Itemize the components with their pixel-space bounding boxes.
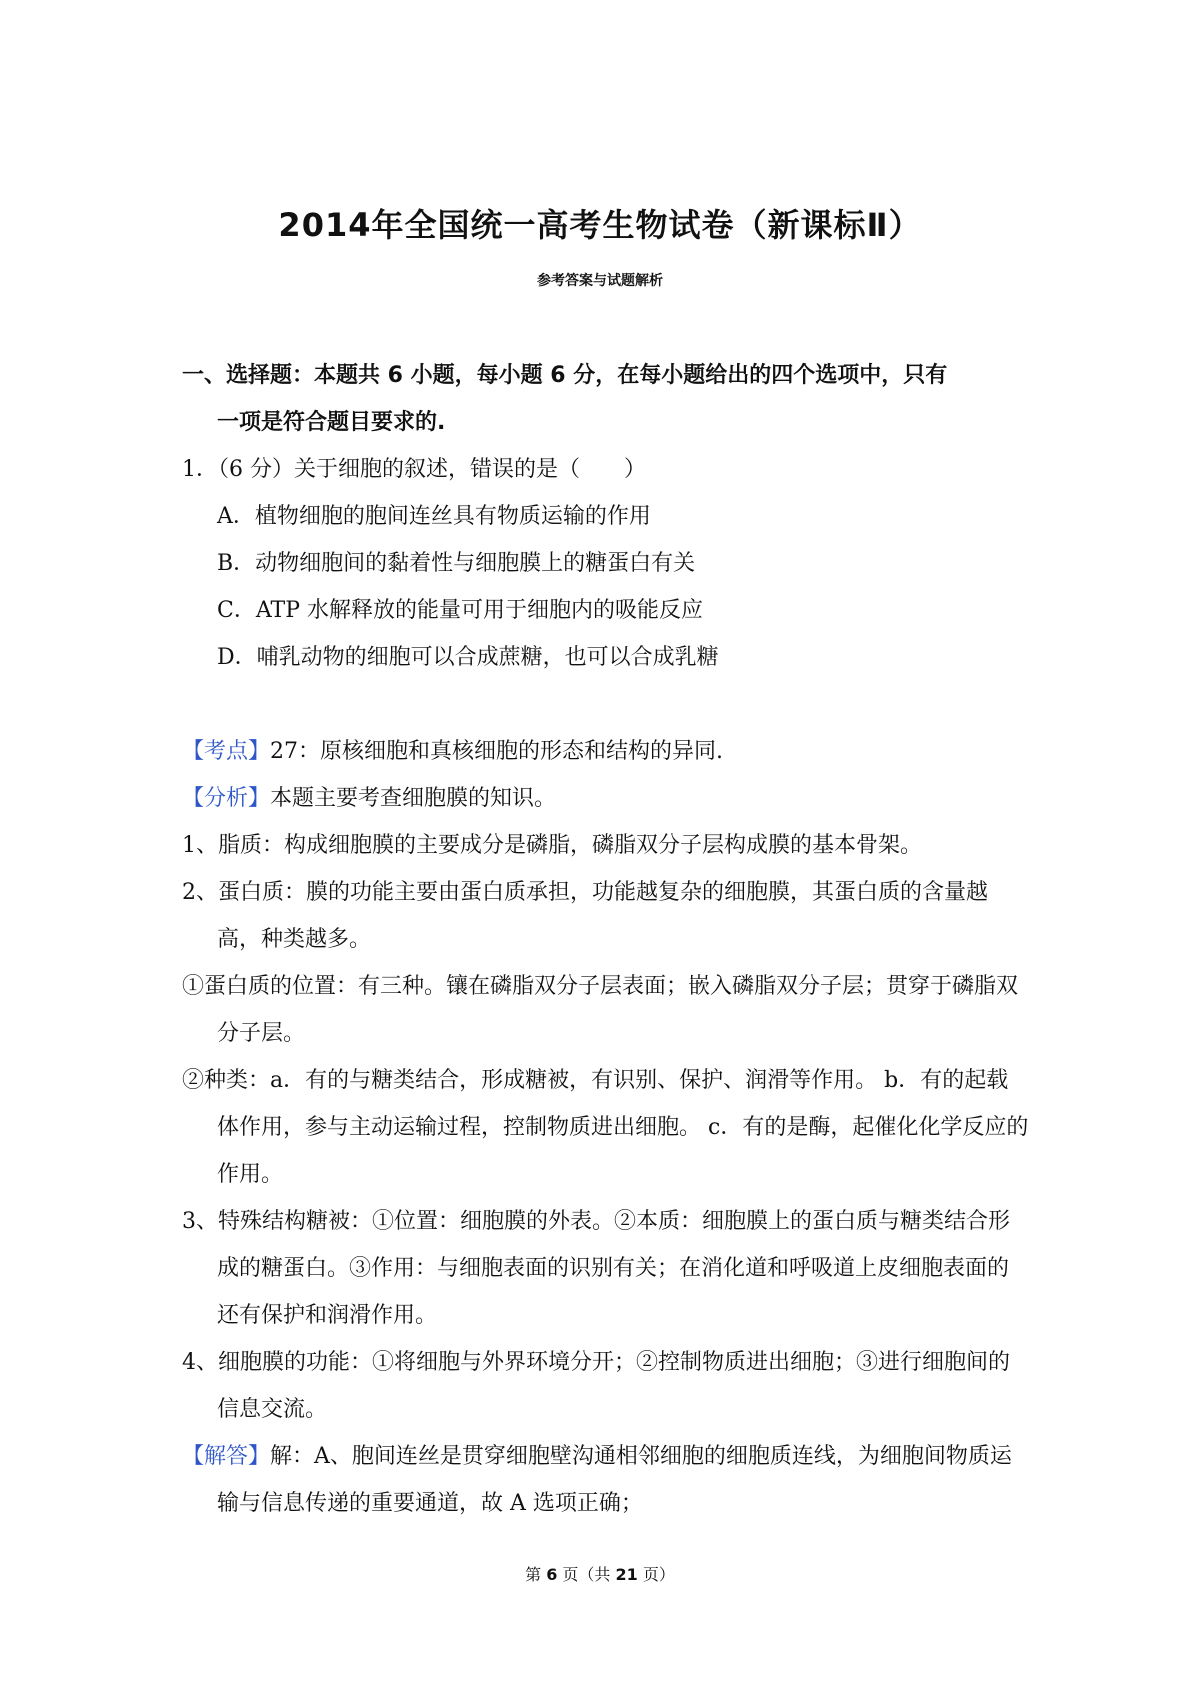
footer-suffix: 页）: [642, 1565, 675, 1584]
page-footer: [0, 1562, 1200, 1585]
fenxi-line: [182, 775, 1030, 822]
page-title: 2014年全国统一高考生物试卷（新课标Ⅱ）: [278, 206, 922, 244]
footer-middle: 页（共: [562, 1565, 611, 1584]
kaodian-line: [182, 728, 1030, 775]
kaodian-tag: 【考点】: [182, 739, 271, 764]
option-b: B．动物细胞间的黏着性与细胞膜上的糖蛋白有关: [217, 551, 696, 576]
option-a: A．植物细胞的胞间连丝具有物质运输的作用: [217, 504, 651, 529]
section-heading-line-1: 一、选择题：本题共 6 小题，每小题 6 分，在每小题给出的四个选项中，只有: [182, 363, 948, 388]
section-heading-line-2: 一项是符合题目要求的.: [217, 410, 446, 435]
fenxi-tag: 【分析】: [182, 786, 271, 811]
jieda-paragraph: [182, 1433, 1030, 1527]
jieda-text: 解：A、胞间连丝是贯穿细胞壁沟通相邻细胞的细胞质连线，为细胞间物质运输与信息传递的重要通道，故 A 选项正确；: [217, 1444, 1012, 1516]
jieda-tag: 【解答】: [182, 1444, 271, 1469]
kaodian-text: 27：原核细胞和真核细胞的形态和结构的异同.: [270, 739, 724, 764]
fenxi-text: 本题主要考查细胞膜的知识。: [270, 786, 557, 811]
footer-page-number: 6: [546, 1565, 558, 1584]
section-heading: [182, 352, 1030, 446]
document-body: [182, 352, 1030, 1527]
analysis-point-2: 2、蛋白质：膜的功能主要由蛋白质承担，功能越复杂的细胞膜，其蛋白质的含量越高，种类越多。: [182, 880, 988, 952]
option-d: D．哺乳动物的细胞可以合成蔗糖，也可以合成乳糖: [217, 645, 719, 670]
page-subtitle: 参考答案与试题解析: [537, 273, 663, 289]
analysis-point-4: 4、细胞膜的功能：①将细胞与外界环境分开；②控制物质进出细胞；③进行细胞间的信息交流。: [182, 1350, 1010, 1422]
option-c: C．ATP 水解释放的能量可用于细胞内的吸能反应: [217, 598, 703, 623]
analysis-point-2-1: ①蛋白质的位置：有三种。镶在磷脂双分子层表面；嵌入磷脂双分子层；贯穿于磷脂双分子层。: [182, 974, 1019, 1046]
analysis-point-3: 3、特殊结构糖被：①位置：细胞膜的外表。②本质：细胞膜上的蛋白质与糖类结合形成的糖蛋白。③作用：与细胞表面的识别有关；在消化道和呼吸道上皮细胞表面的还有保护和润滑作用。: [182, 1209, 1010, 1328]
question-stem: 1．（6 分）关于细胞的叙述，错误的是（ ）: [182, 457, 646, 482]
footer-prefix: 第: [525, 1565, 542, 1584]
footer-total-pages: 21: [615, 1565, 638, 1584]
analysis-point-2-2: ②种类：a．有的与糖类结合，形成糖被，有识别、保护、润滑等作用。 b．有的起载体作用，参与主动运输过程，控制物质进出细胞。 c．有的是酶，起催化化学反应的作用。: [182, 1068, 1029, 1187]
analysis-point-1: 1、脂质：构成细胞膜的主要成分是磷脂，磷脂双分子层构成膜的基本骨架。: [182, 833, 922, 858]
spacer: [182, 681, 1030, 728]
